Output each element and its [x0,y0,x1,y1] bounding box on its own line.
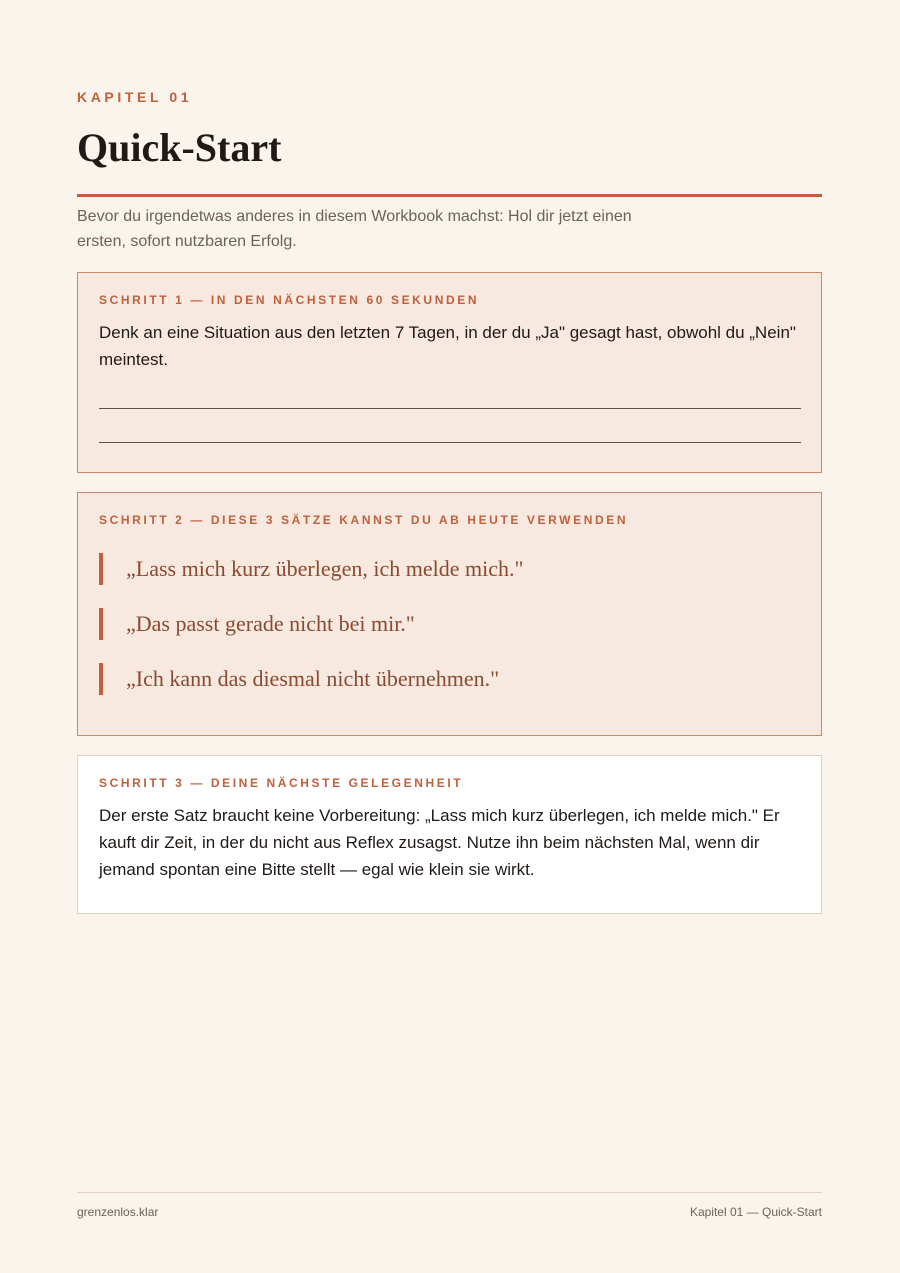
step-3-card [77,755,822,914]
phrase-quote-2: „Das passt gerade nicht bei mir." [99,608,800,640]
chapter-kicker: KAPITEL 01 [77,89,193,105]
step-1-text: Denk an eine Situation aus den letzten 7 Tagen, in der du „Ja" gesagt hast, obwohl du „Nein" meintest. [99,323,796,369]
step-1-label: SCHRITT 1 — IN DEN NÄCHSTEN 60 SEKUNDEN [99,293,480,307]
step-3-label: SCHRITT 3 — DEINE NÄCHSTE GELEGENHEIT [99,776,464,790]
answer-line-1[interactable] [99,408,801,409]
footer-brand: grenzenlos.klar [77,1205,159,1219]
phrase-quote-3: „Ich kann das diesmal nicht übernehmen." [99,663,800,695]
step-2-label: SCHRITT 2 — DIESE 3 SÄTZE KANNST DU AB HEUTE VERWENDEN [99,513,629,527]
step-1-card [77,272,822,473]
footer-divider [77,1192,822,1193]
step-2-card [77,492,822,736]
answer-line-2[interactable] [99,442,801,443]
intro-text: Bevor du irgendetwas anderes in diesem Workbook machst: Hol dir jetzt einen ersten, sofort nutzbaren Erfolg. [77,208,632,250]
title-divider [77,194,822,197]
step-3-text: Der erste Satz braucht keine Vorbereitung: „Lass mich kurz überlegen, ich melde mich." Er kauft dir Zeit, in der du nicht aus Reflex zusagst. Nutze ihn beim nächsten Mal, wenn dir jemand spontan eine Bitte stellt — egal wie klein sie wirkt. [99,806,780,879]
footer-chapter: Kapitel 01 — Quick-Start [689,1205,822,1219]
phrase-quote-1: „Lass mich kurz überlegen, ich melde mich." [99,553,800,585]
page-title: Quick-Start [77,125,282,170]
